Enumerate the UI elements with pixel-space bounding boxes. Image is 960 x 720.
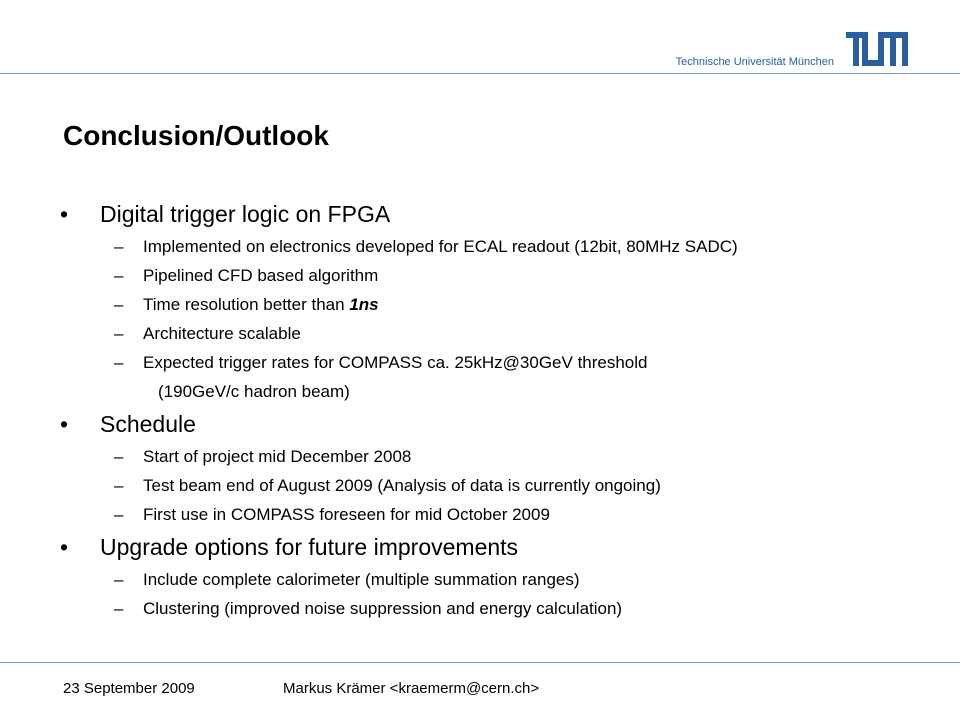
sub-item-text: Test beam end of August 2009 (Analysis of data is currently ongoing) (143, 476, 661, 495)
sub-item-text: Start of project mid December 2008 (143, 447, 412, 466)
sub-item-text: Include complete calorimeter (multiple summation ranges) (143, 570, 580, 589)
university-name: Technische Universität München (675, 56, 834, 68)
footer-date: 23 September 2009 (63, 680, 195, 697)
dash-marker: – (114, 599, 124, 618)
sub-item (0, 348, 960, 377)
continuation-text: (190GeV/c hadron beam) (158, 382, 350, 401)
bullet-dot: • (60, 411, 69, 437)
slide-title: Conclusion/Outlook (63, 120, 329, 151)
dash-marker: – (114, 505, 124, 524)
sub-item-text: First use in COMPASS foreseen for mid October 2009 (143, 505, 550, 524)
sub-item-text-main: Time resolution better than (143, 295, 350, 314)
sub-item-text: Implemented on electronics developed for ECAL readout (12bit, 80MHz SADC) (143, 237, 738, 256)
section-upgrade-options (0, 529, 960, 623)
bullet-item (0, 196, 960, 232)
section-digital-trigger (0, 196, 960, 406)
sub-item (0, 594, 960, 623)
sub-item (0, 232, 960, 261)
header-rule (0, 73, 960, 74)
dash-marker: – (114, 266, 124, 285)
sub-item (0, 319, 960, 348)
dash-marker: – (114, 570, 124, 589)
footer-author: Markus Krämer <kraemerm@cern.ch> (283, 680, 540, 697)
bullet-dot: • (60, 201, 69, 227)
bullet-item (0, 529, 960, 565)
sub-item (0, 442, 960, 471)
dash-marker: – (114, 476, 124, 495)
sub-item-text: Expected trigger rates for COMPASS ca. 25kHz@30GeV threshold (143, 353, 648, 372)
sub-item (0, 471, 960, 500)
dash-marker: – (114, 447, 124, 466)
footer-rule (0, 662, 960, 663)
slide-content (0, 196, 960, 623)
sub-item-continuation (0, 377, 960, 406)
sub-item (0, 500, 960, 529)
dash-marker: – (114, 353, 124, 372)
dash-marker: – (114, 295, 124, 314)
section-schedule (0, 406, 960, 529)
bullet-dot: • (60, 534, 69, 560)
sub-item-text: Architecture scalable (143, 324, 301, 343)
sub-item (0, 290, 960, 319)
sub-item-text: Clustering (improved noise suppression and energy calculation) (143, 599, 623, 618)
bullet-label: Schedule (100, 411, 196, 437)
bullet-item (0, 406, 960, 442)
sub-item (0, 261, 960, 290)
bullet-label: Upgrade options for future improvements (100, 534, 519, 560)
sub-item (0, 565, 960, 594)
dash-marker: – (114, 324, 124, 343)
emphasis-value: 1ns (349, 295, 379, 314)
bullet-label: Digital trigger logic on FPGA (100, 201, 391, 227)
dash-marker: – (114, 237, 124, 256)
sub-item-text: Pipelined CFD based algorithm (143, 266, 379, 285)
sub-item-text (143, 290, 379, 319)
tum-logo (846, 32, 908, 66)
